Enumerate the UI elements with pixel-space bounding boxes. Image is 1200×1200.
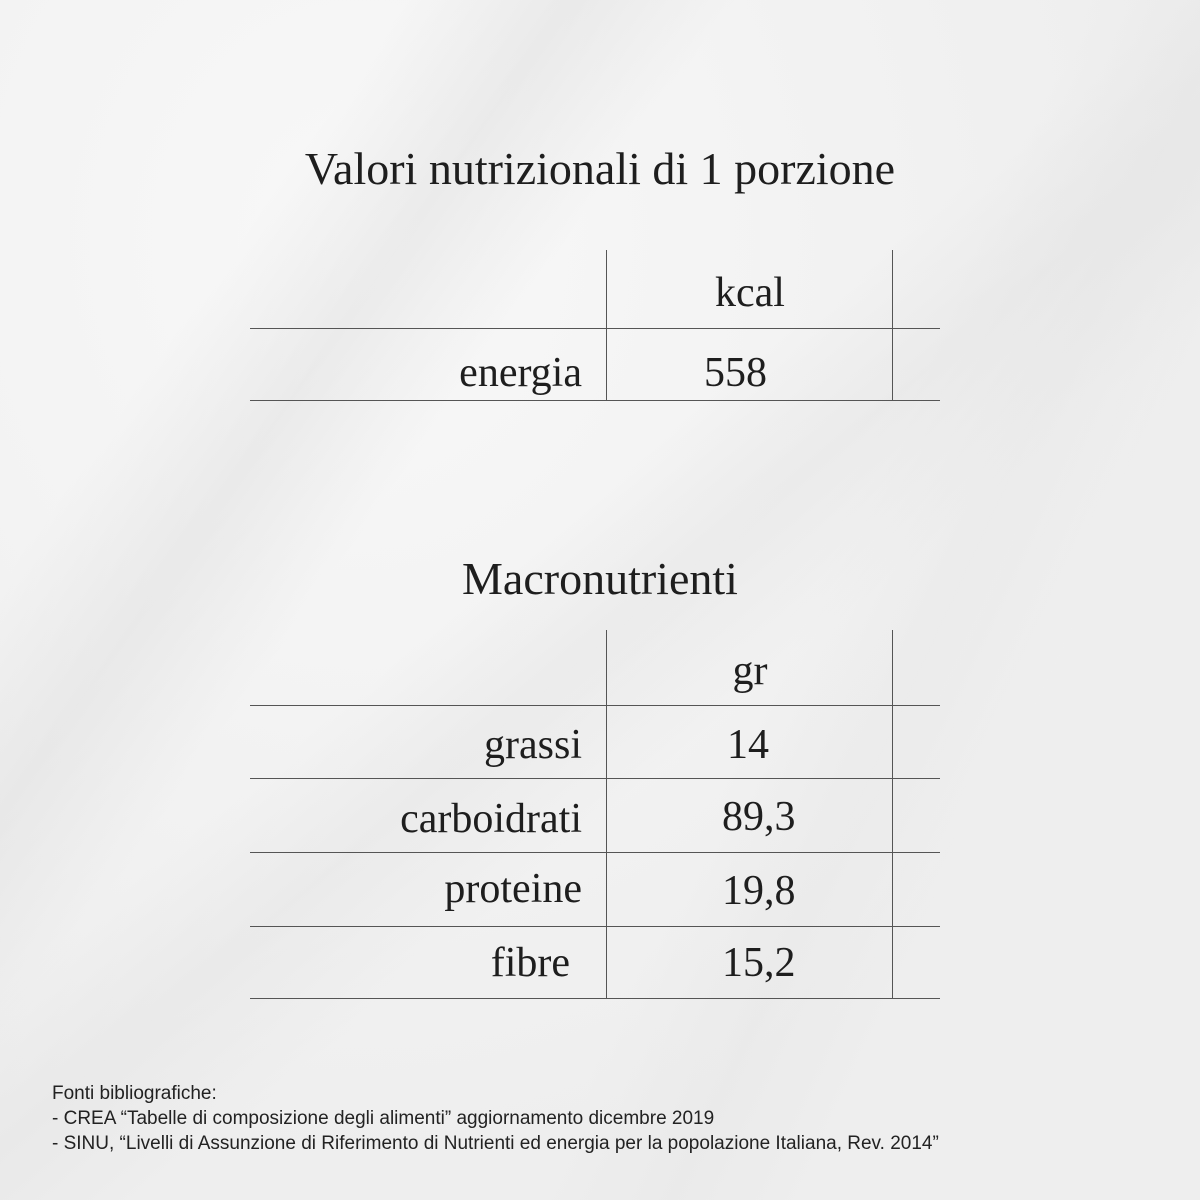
source-item: - CREA “Tabelle di composizione degli alimenti” aggiornamento dicembre 2019: [52, 1108, 715, 1129]
macro-row-label: fibre: [490, 940, 570, 986]
sources-block: [52, 1081, 1172, 1156]
macro-title: Macronutrienti: [462, 553, 738, 604]
table-rule: [250, 926, 940, 927]
macro-row-value: 14: [727, 722, 769, 768]
sources-heading: Fonti bibliografiche:: [52, 1083, 217, 1104]
table-rule: [250, 852, 940, 853]
energy-row-value: 558: [704, 350, 767, 396]
macro-row-label: grassi: [484, 722, 582, 768]
table-rule: [250, 998, 940, 999]
table-rule: [250, 705, 940, 706]
source-item: - SINU, “Livelli di Assunzione di Riferimento di Nutrienti ed energia per la popolazione Italiana, Rev. 2014”: [52, 1133, 939, 1154]
macro-row-value: 19,8: [722, 868, 796, 914]
table-rule: [250, 328, 940, 329]
macro-unit-header: gr: [732, 648, 768, 694]
macro-row-value: 89,3: [722, 794, 796, 840]
macro-row-label: carboidrati: [400, 796, 582, 842]
energy-title: Valori nutrizionali di 1 porzione: [304, 143, 896, 194]
macro-row-label: proteine: [444, 866, 582, 912]
energy-unit-header: kcal: [715, 270, 785, 316]
macro-row-value: 15,2: [722, 940, 796, 986]
table-rule: [250, 400, 940, 401]
energy-row-label: energia: [459, 350, 582, 396]
table-rule: [250, 778, 940, 779]
